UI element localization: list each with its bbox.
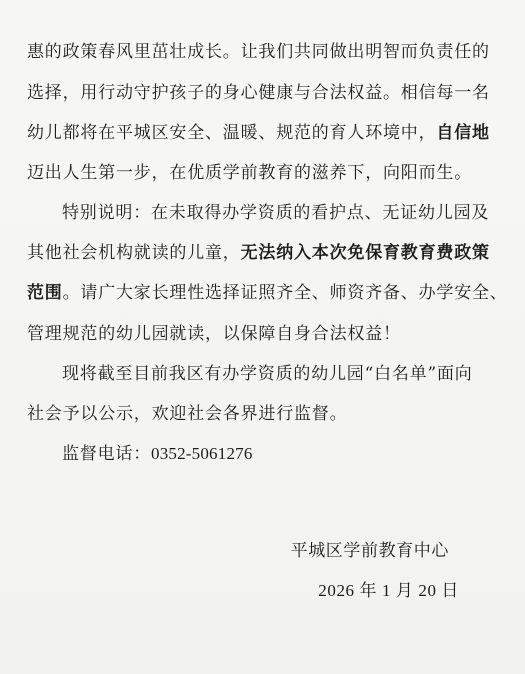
- paragraph1-line3-bold: 自信地: [436, 123, 490, 143]
- paragraph2-line3-bold: 范围: [27, 283, 63, 303]
- paragraph3-line1: 现将截至目前我区有办学资质的幼儿园“白名单”面向: [62, 364, 473, 384]
- paragraph1-line3-text: 幼儿都将在平城区安全、温暖、规范的育人环境中，: [27, 123, 437, 143]
- signature-date: 2026 年 1 月 20 日: [318, 581, 459, 600]
- paragraph2-line2: [27, 241, 490, 265]
- signature-organization: 平城区学前教育中心: [290, 541, 449, 561]
- supervision-phone-line: [62, 442, 253, 466]
- paragraph2-line2-text: 其他社会机构就读的儿童，: [27, 243, 241, 263]
- paragraph3-line2: 社会予以公示，欢迎社会各界进行监督。: [27, 404, 348, 424]
- paragraph1-line1: 惠的政策春风里茁壮成长。让我们共同做出明智而负责任的: [27, 42, 490, 62]
- paragraph2-line2-bold: 无法纳入本次免保育教育费政策: [240, 243, 490, 263]
- paragraph2-line1: 特别说明：在未取得办学资质的看护点、无证幼儿园及: [62, 203, 490, 223]
- paragraph1-line4: 迈出人生第一步，在优质学前教育的滋养下，向阳而生。: [27, 163, 472, 183]
- paragraph2-line4: 管理规范的幼儿园就读，以保障自身合法权益！: [27, 324, 401, 344]
- paragraph2-line3: [27, 281, 508, 305]
- paragraph1-line3: [27, 121, 490, 145]
- paragraph2-line3-text: 。请广大家长理性选择证照齐全、师资齐备、办学安全、: [62, 283, 508, 303]
- supervision-phone-number: 0352-5061276: [151, 444, 253, 463]
- supervision-label: 监督电话：: [62, 444, 151, 464]
- paragraph1-line2: 选择，用行动守护孩子的身心健康与合法权益。相信每一名: [27, 83, 490, 103]
